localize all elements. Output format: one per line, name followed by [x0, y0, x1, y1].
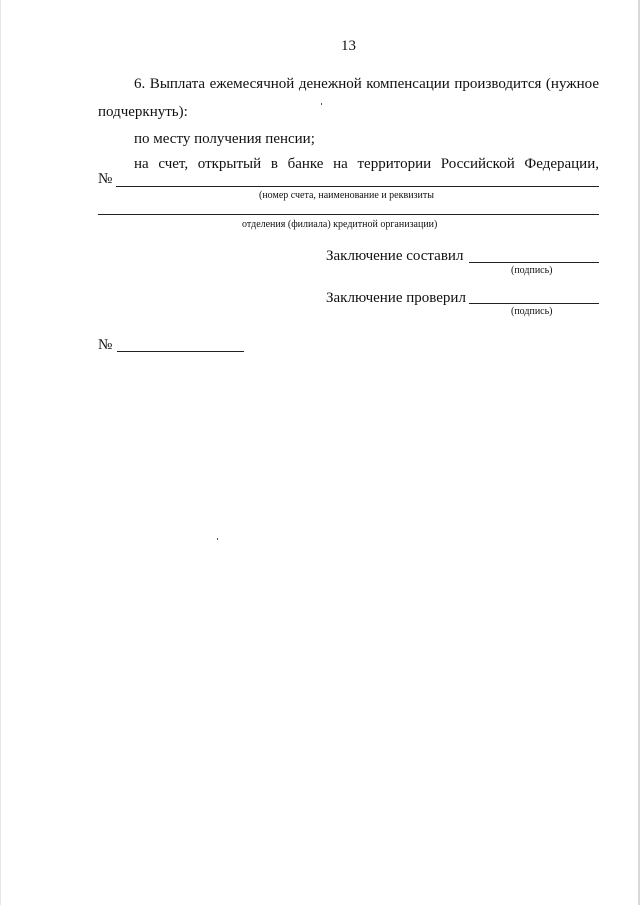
account-caption-2: отделения (филиала) кредитной организации): [242, 219, 438, 230]
account-caption-1: (номер счета, наименование и реквизиты: [259, 190, 434, 201]
scan-speck: [321, 103, 322, 105]
page-number: 13: [341, 38, 356, 54]
paragraph-line-1: 6. Выплата ежемесячной денежной компенсации производится (нужное: [134, 76, 599, 92]
compiled-signature-caption: (подпись): [511, 265, 553, 276]
account-number-sign: №: [98, 171, 113, 187]
checked-by-label: Заключение проверил: [326, 290, 466, 306]
account-number-line: [116, 186, 599, 187]
payment-option-bank-account: на счет, открытый в банке на территории Российской Федерации,: [134, 156, 599, 172]
bottom-number-line: [117, 351, 244, 352]
checked-signature-line: [469, 303, 599, 304]
paragraph-line-2: подчеркнуть):: [98, 104, 188, 120]
bank-details-line: [98, 214, 599, 215]
checked-signature-caption: (подпись): [511, 306, 553, 317]
payment-option-pension: по месту получения пенсии;: [134, 131, 315, 147]
scan-speck: [217, 538, 218, 540]
compiled-signature-line: [469, 262, 599, 263]
bottom-number-sign: №: [98, 337, 113, 353]
compiled-by-label: Заключение составил: [326, 248, 464, 264]
